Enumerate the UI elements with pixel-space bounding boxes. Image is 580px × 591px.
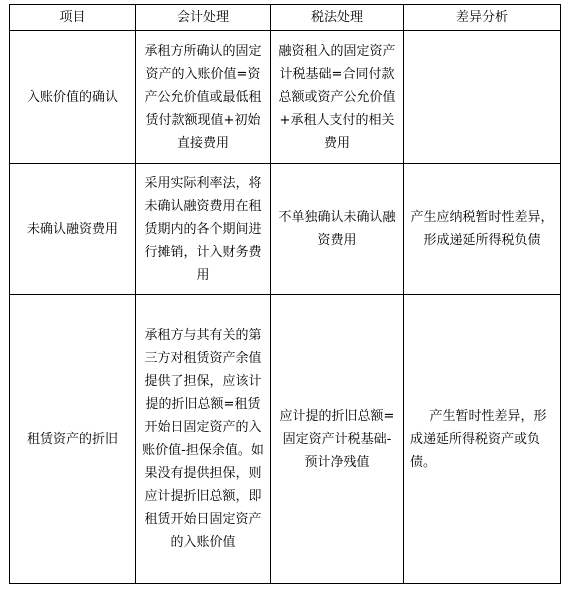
accounting-cell: 采用实际利率法，将未确认融资费用在租赁期内的各个期间进行摊销，计入财务费用 — [136, 164, 271, 295]
accounting-cell: 承租方与其有关的第三方对租赁资产余值提供了担保，应该计提的折旧总额=租赁开始日固定资产的入账价值-担保余值。如果没有提供担保，则应计提折旧总额，即租赁开始日固定资产的入账价值 — [136, 295, 271, 584]
header-tax: 税法处理 — [271, 5, 404, 31]
header-item: 项目 — [10, 5, 136, 31]
tax-cell: 应计提的折旧总额=固定资产计税基础-预计净残值 — [271, 295, 404, 584]
difference-table — [9, 4, 561, 584]
header-difference: 差异分析 — [404, 5, 561, 31]
tax-cell: 不单独确认未确认融资费用 — [271, 164, 404, 295]
accounting-cell: 承租方所确认的固定资产的入账价值=资产公允价值或最低租赁付款额现值+初始直接费用 — [136, 31, 271, 164]
difference-cell — [404, 31, 561, 164]
header-accounting: 会计处理 — [136, 5, 271, 31]
table-row — [10, 31, 561, 164]
item-cell: 租赁资产的折旧 — [10, 295, 136, 584]
tax-cell: 融资租入的固定资产计税基础=合同付款总额或资产公允价值+承租人支付的相关费用 — [271, 31, 404, 164]
item-cell: 未确认融资费用 — [10, 164, 136, 295]
table-row — [10, 295, 561, 584]
difference-cell: 产生应纳税暂时性差异，形成递延所得税负债 — [404, 164, 561, 295]
table-header-row — [10, 5, 561, 31]
item-cell: 入账价值的确认 — [10, 31, 136, 164]
table-row — [10, 164, 561, 295]
difference-cell: 产生暂时性差异，形成递延所得税资产或负债。 — [404, 295, 561, 584]
